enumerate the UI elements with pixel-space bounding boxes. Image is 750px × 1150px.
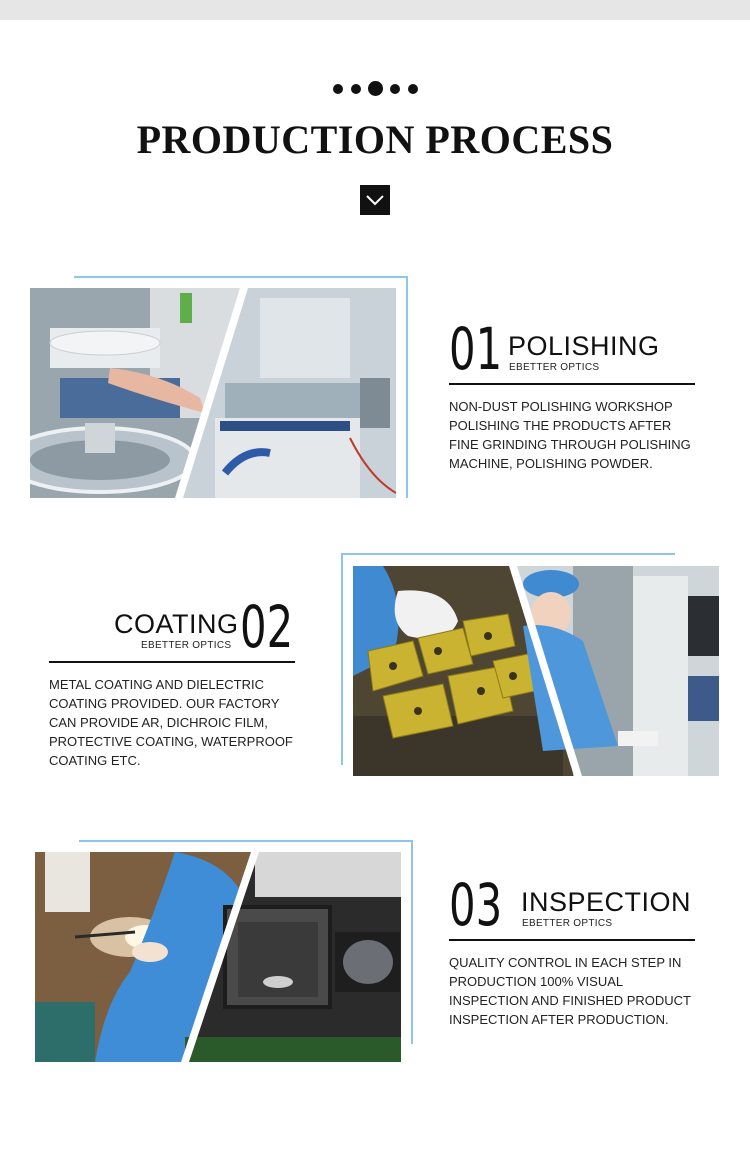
description-line: POLISHING THE PRODUCTS AFTER [449,418,672,433]
description-line: METAL COATING AND DIELECTRIC [49,677,265,692]
description-line: FINE GRINDING THROUGH POLISHING [449,437,691,452]
description-line: COATING ETC. [49,753,141,768]
step-number-01: 01 [449,315,503,383]
step-subtitle-inspection: EBETTER OPTICS [522,918,613,929]
step-title-polishing: POLISHING [508,331,660,361]
description-line: MACHINE, POLISHING POWDER. [449,456,653,471]
step-divider-inspection [449,939,695,941]
step-subtitle-coating: EBETTER OPTICS [141,640,232,651]
step-description-coating [49,675,293,770]
top-bar [0,0,750,20]
description-line: PRODUCTION 100% VISUAL [449,974,624,989]
step-subtitle-polishing: EBETTER OPTICS [509,362,600,373]
coating-photo [353,566,719,776]
description-line: INSPECTION AND FINISHED PRODUCT [449,993,691,1008]
chevron-down-icon [360,185,390,215]
step-divider-coating [49,661,295,663]
description-line: PROTECTIVE COATING, WATERPROOF [49,734,293,749]
description-line: INSPECTION AFTER PRODUCTION. [449,1012,669,1027]
step-divider-polishing [449,383,695,385]
step-title-inspection: INSPECTION [521,887,692,917]
inspection-photo [35,852,401,1062]
description-line: NON-DUST POLISHING WORKSHOP [449,399,673,414]
description-line: COATING PROVIDED. OUR FACTORY [49,696,280,711]
step-number-03: 03 [449,871,503,939]
step-title-coating: COATING [114,609,239,639]
page-title: PRODUCTION PROCESS [136,117,614,162]
polishing-photo [30,288,396,498]
step-description-polishing [449,397,691,473]
description-line: CAN PROVIDE AR, DICHROIC FILM, [49,715,268,730]
description-line: QUALITY CONTROL IN EACH STEP IN [449,955,682,970]
step-number-02: 02 [240,593,294,661]
step-description-inspection [449,953,691,1029]
dots-divider-icon [333,81,419,97]
